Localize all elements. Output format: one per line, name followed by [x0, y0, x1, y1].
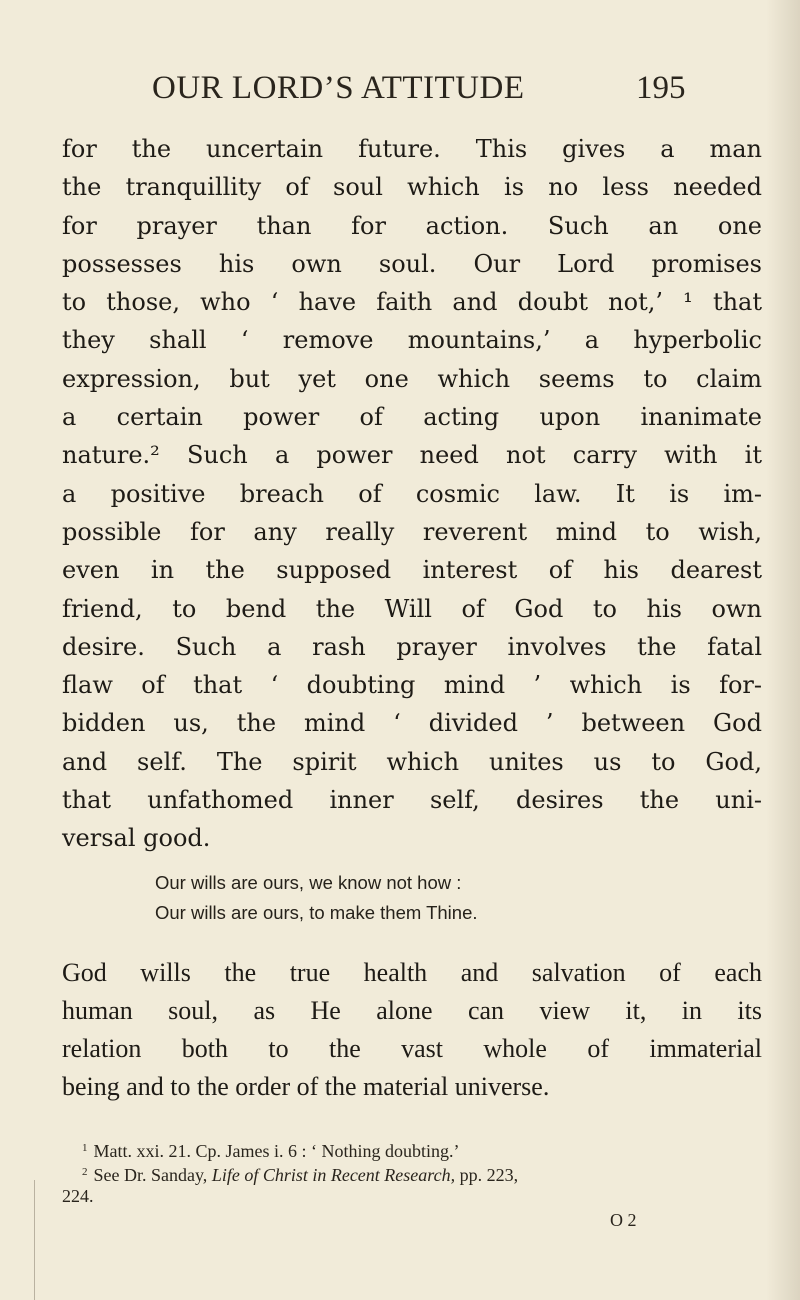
text-line: nature.² Such a power need not carry with it [62, 441, 762, 470]
footnote-2 [62, 1160, 762, 1184]
page-number: 195 [636, 70, 686, 106]
text-line: that unfathomed inner self, desires the uni- [62, 786, 762, 815]
text-line: being and to the order of the material universe. [62, 1072, 550, 1101]
text-line: human soul, as He alone can view it, in its [62, 996, 762, 1025]
main-paragraph [62, 130, 762, 858]
text-line: versal good. [62, 824, 211, 853]
text-line: expression, but yet one which seems to claim [62, 364, 762, 393]
footnote-text: See Dr. Sanday, [93, 1165, 208, 1185]
text-line: bidden us, the mind ‘ divided ’ between God [62, 709, 762, 738]
text-line: possesses his own soul. Our Lord promises [62, 249, 762, 278]
text-line: to those, who ‘ have faith and doubt not,’ ¹ that [62, 288, 762, 317]
footnote-marker: 1 [82, 1142, 88, 1154]
footnotes [62, 1136, 762, 1208]
second-paragraph [62, 954, 762, 1106]
footnote-text: Matt. xxi. 21. Cp. James i. 6 : ‘ Nothing doubting.’ [93, 1141, 460, 1161]
running-head-title: OUR LORD’S ATTITUDE [152, 70, 525, 106]
gutter-mark [34, 1180, 35, 1300]
quote-line: Our wills are ours, we know not how : [155, 872, 462, 893]
footnote-1 [62, 1136, 762, 1160]
text-line: they shall ‘ remove mountains,’ a hyperbolic [62, 326, 762, 355]
text-line: friend, to bend the Will of God to his own [62, 594, 762, 623]
text-line: relation both to the vast whole of immaterial [62, 1034, 762, 1063]
verse-quote [155, 868, 715, 928]
running-head [0, 70, 800, 110]
text-line: for prayer than for action. Such an one [62, 211, 762, 240]
text-line: possible for any really reverent mind to wish, [62, 517, 762, 546]
footnote-pages: pp. 223, [459, 1165, 519, 1185]
text-line: desire. Such a rash prayer involves the fatal [62, 632, 762, 661]
page-edge-shadow [766, 0, 800, 1300]
printer-signature: O 2 [610, 1210, 637, 1230]
text-line: God wills the true health and salvation of each [62, 958, 762, 987]
text-line: the tranquillity of soul which is no less needed [62, 173, 762, 202]
text-line: for the uncertain future. This gives a man [62, 135, 762, 163]
footnote-book-title: Life of Christ in Recent Research, [211, 1165, 456, 1185]
footnote-2-continued: 224. [62, 1186, 94, 1206]
text-line: a certain power of acting upon inanimate [62, 403, 762, 432]
text-line: even in the supposed interest of his dearest [62, 556, 762, 585]
footnote-marker: 2 [82, 1166, 88, 1178]
text-line: flaw of that ‘ doubting mind ’ which is for- [62, 671, 762, 700]
text-line: a positive breach of cosmic law. It is im- [62, 479, 762, 508]
quote-line: Our wills are ours, to make them Thine. [155, 902, 478, 923]
text-line: and self. The spirit which unites us to God, [62, 747, 762, 776]
